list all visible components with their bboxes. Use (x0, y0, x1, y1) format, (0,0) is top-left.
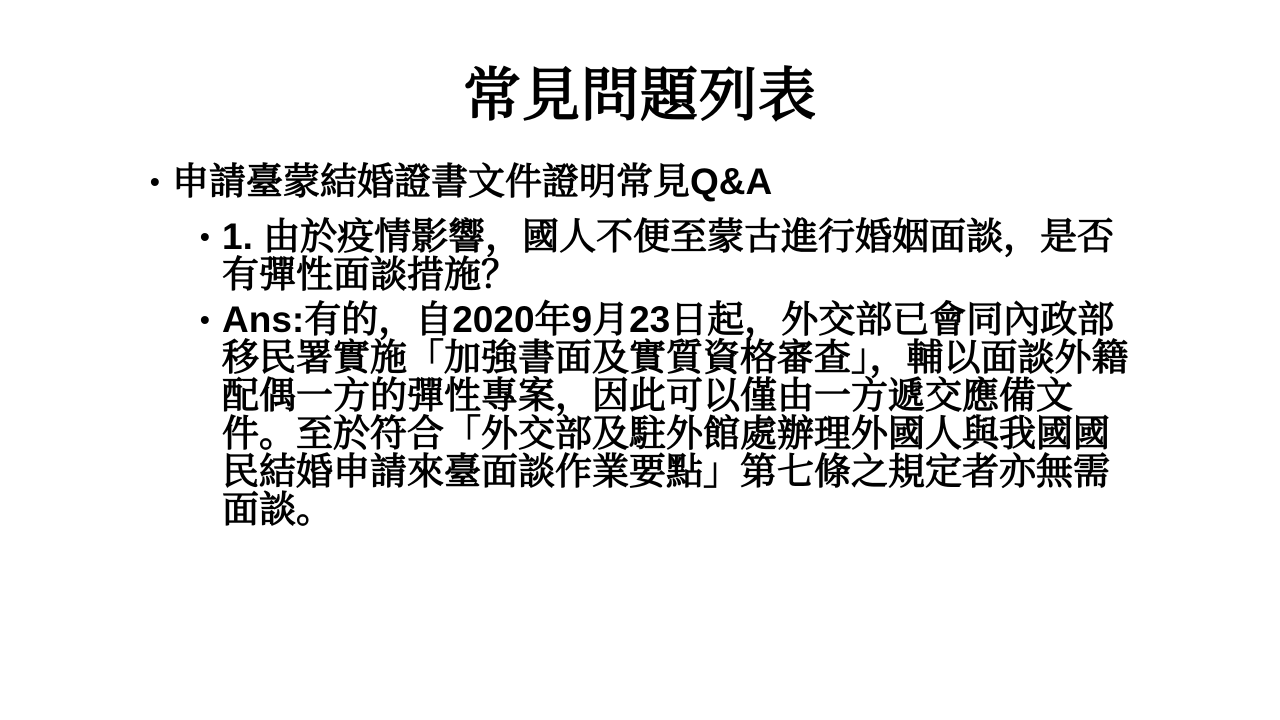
question-text: 1. 由於疫情影響，國人不便至蒙古進行婚姻面談，是否有彈性面談措施？ (222, 216, 1115, 295)
list-item-question (200, 218, 1135, 294)
list-item-answer (200, 301, 1135, 529)
topic-text: 申請臺蒙結婚證書文件證明常見Q&A (172, 161, 773, 202)
bullet-icon: • (200, 221, 210, 252)
list-item-topic (150, 163, 1135, 201)
answer-text: Ans:有的，自2020年9月23日起，外交部已會同內政部移民署實施「加強書面及實質資格審查」，輔以面談外籍配偶一方的彈性專案，因此可以僅由一方遞交應備文件。至於符合「外交部及駐外館處辦理外國人與我國國民結婚申請來臺面談作業要點」第七條之規定者亦無需面談。 (222, 299, 1129, 530)
slide-body (150, 163, 1135, 529)
slide-title: 常見問題列表 (462, 63, 817, 128)
bullet-icon: • (150, 166, 160, 197)
bullet-icon: • (200, 304, 210, 335)
